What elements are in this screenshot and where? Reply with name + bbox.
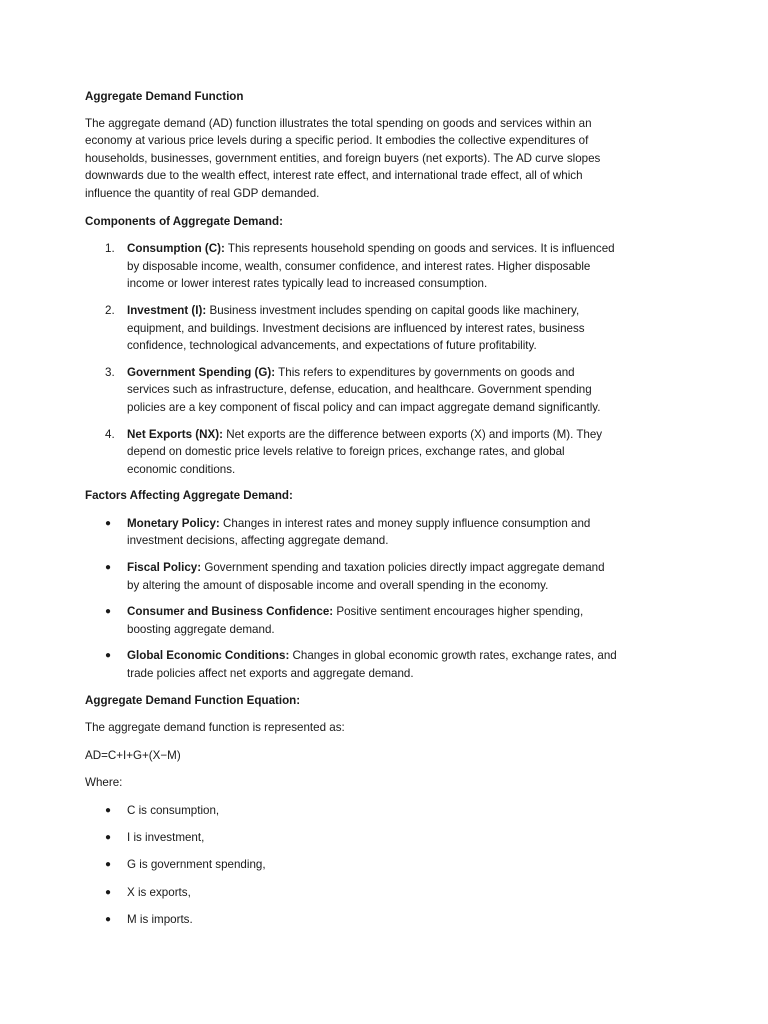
component-description: This represents household spending on goods and services. It is influenced by disposable income, wealth, consumer confidence, and interest rates. Higher disposable income or lower interest rates typically lead to increased consumption.: [127, 242, 615, 291]
component-description: This refers to expenditures by governments on goods and services such as infrastructure, defense, education, and healthcare. Government spending policies are a key component of fiscal policy and can impact aggregate demand significantly.: [127, 365, 601, 414]
components-list: [85, 240, 617, 478]
list-item: [85, 647, 617, 682]
bullet-icon: ●: [105, 562, 112, 574]
factor-description: Positive sentiment encourages higher spending, boosting aggregate demand.: [127, 605, 584, 636]
list-item: [85, 603, 617, 638]
bullet-icon: ●: [105, 517, 112, 529]
bullet-icon: ●: [105, 832, 112, 844]
list-number: 2.: [105, 303, 115, 317]
list-item: [85, 856, 617, 874]
factor-term: Global Economic Conditions:: [127, 649, 290, 663]
list-item: [85, 240, 617, 293]
where-label: Where:: [85, 776, 123, 790]
document-page: [85, 88, 617, 938]
list-number: 4.: [105, 427, 115, 441]
factor-description: Changes in interest rates and money supply influence consumption and investment decisions, affecting aggregate demand.: [127, 516, 591, 548]
factor-description: Changes in global economic growth rates, exchange rates, and trade policies affect net exports and aggregate demand.: [127, 649, 617, 681]
variable-definition: I is investment,: [127, 831, 205, 845]
bullet-icon: ●: [105, 886, 112, 898]
list-item: [85, 829, 617, 847]
list-item: [85, 911, 617, 929]
intro-paragraph: The aggregate demand (AD) function illustrates the total spending on goods and services within an economy at various price levels during a specific period. It embodies the collective expenditures of households, businesses, government entities, and foreign buyers (net exports). The AD curve slopes downwards due to the wealth effect, interest rate effect, and international trade effect, all of which influence the quantity of real GDP demanded.: [85, 116, 601, 200]
factor-term: Consumer and Business Confidence:: [127, 605, 334, 619]
equation-intro: The aggregate demand function is represented as:: [85, 721, 345, 735]
bullet-icon: ●: [105, 606, 112, 618]
list-item: [85, 559, 617, 594]
variable-definition: X is exports,: [127, 885, 191, 899]
components-heading: Components of Aggregate Demand:: [85, 214, 283, 228]
component-description: Net exports are the difference between exports (X) and imports (M). They depend on domestic price levels relative to foreign prices, exchange rates, and global economic conditions.: [127, 427, 603, 476]
list-number: 3.: [105, 365, 115, 379]
list-item: [85, 884, 617, 902]
bullet-icon: ●: [105, 859, 112, 871]
bullet-icon: ●: [105, 805, 112, 816]
factors-heading: Factors Affecting Aggregate Demand:: [85, 489, 293, 503]
component-term: Consumption (C):: [127, 242, 225, 256]
bullet-icon: ●: [105, 913, 112, 925]
document-title: Aggregate Demand Function: [85, 90, 244, 103]
equation-heading: Aggregate Demand Function Equation:: [85, 693, 301, 707]
variable-definition: C is consumption,: [127, 804, 220, 817]
bullet-icon: ●: [105, 650, 112, 662]
variable-definition: G is government spending,: [127, 858, 266, 872]
factor-term: Fiscal Policy:: [127, 561, 202, 575]
list-item: [85, 364, 617, 417]
component-description: Business investment includes spending on capital goods like machinery, equipment, and buildings. Investment decisions are influenced by interest rates, business confidence, technological advancements, and expectations of future profitability.: [127, 303, 585, 353]
variables-list: [85, 802, 617, 928]
component-term: Government Spending (G):: [127, 365, 276, 379]
list-item: [85, 515, 617, 550]
list-number: 1.: [105, 242, 115, 256]
factor-term: Monetary Policy:: [127, 516, 220, 530]
variable-definition: M is imports.: [127, 912, 193, 926]
list-item: [85, 302, 617, 355]
factors-list: [85, 515, 617, 683]
component-term: Investment (I):: [127, 303, 207, 317]
list-item: [85, 426, 617, 479]
component-term: Net Exports (NX):: [127, 427, 223, 441]
list-item: [85, 802, 617, 820]
equation-text: AD=C+I+G+(X−M): [85, 748, 181, 762]
factor-description: Government spending and taxation policies directly impact aggregate demand by altering the amount of disposable income and overall spending in the economy.: [127, 561, 605, 592]
